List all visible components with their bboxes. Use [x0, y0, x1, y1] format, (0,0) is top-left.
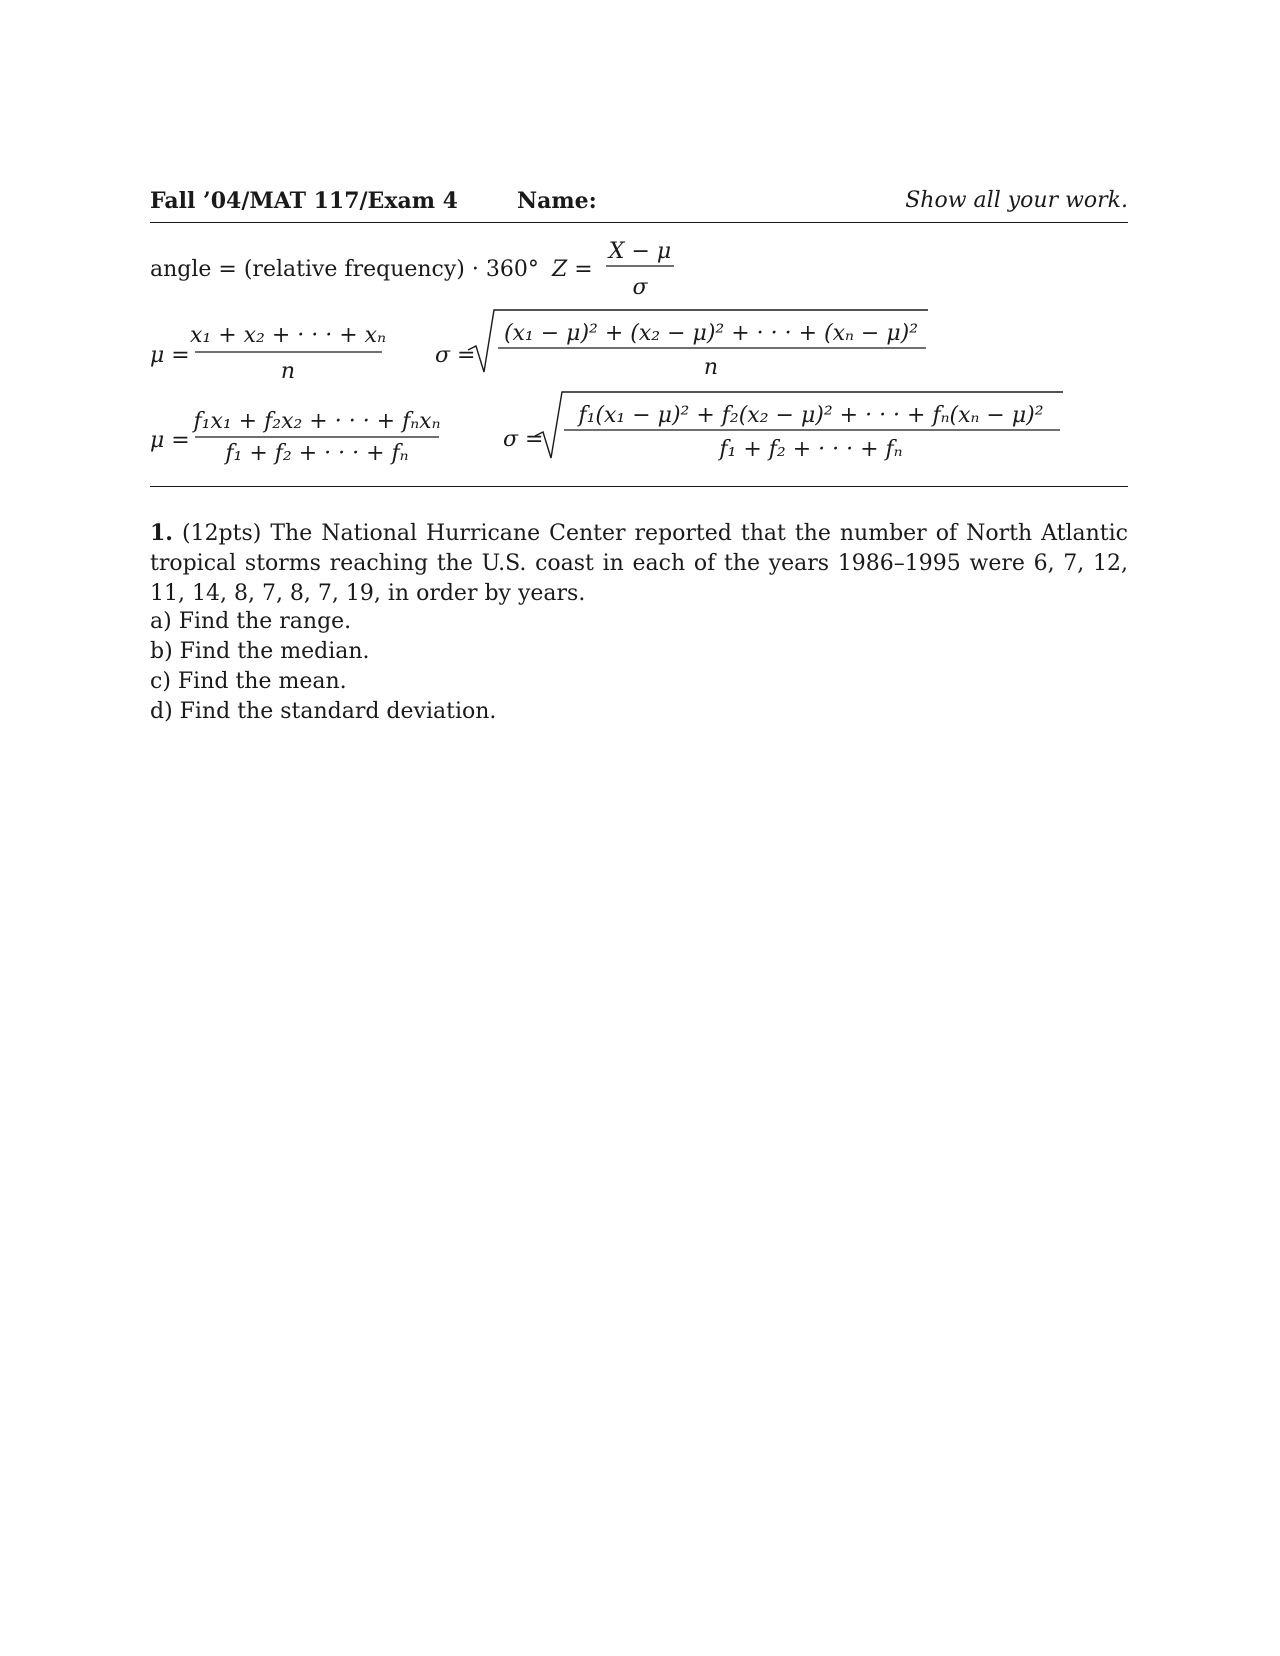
header-rule: [150, 222, 1128, 223]
instruction-text: Show all your work.: [905, 188, 1128, 213]
part-b: b) Find the median.: [150, 639, 370, 664]
z-numerator: X − μ: [608, 239, 672, 264]
problem-text: (12pts) The National Hurricane Center reported that the number of North Atlantic tropical storms reaching the U.S. coast in each of the years 1986–1995 were 6, 7, 12, 11, 14, 8, 7, 8, 7, 19, in order by years.: [150, 521, 1128, 606]
sd-lhs: σ =: [435, 343, 476, 368]
sd-denominator: n: [703, 355, 719, 380]
wsd-denominator: f₁ + f₂ + · · · + fₙ: [719, 437, 903, 462]
part-c: c) Find the mean.: [150, 669, 347, 694]
sd-numerator: (x₁ − μ)² + (x₂ − μ)² + · · · + (xₙ − μ)²: [503, 321, 919, 346]
course-title: Fall ’04/MAT 117/Exam 4: [150, 188, 458, 214]
part-a: a) Find the range.: [150, 609, 352, 634]
z-denominator: σ: [632, 275, 648, 300]
wmean-numerator: f₁x₁ + f₂x₂ + · · · + fₙxₙ: [193, 409, 441, 434]
problem-parts: [150, 607, 496, 727]
name-label: Name:: [517, 188, 597, 214]
formula-svg: [150, 240, 1128, 480]
mean-lhs: μ =: [150, 343, 190, 368]
part-d: d) Find the standard deviation.: [150, 699, 497, 724]
formula-rule: [150, 486, 1128, 487]
wsd-lhs: σ =: [503, 427, 544, 452]
angle-formula: angle = (relative frequency) · 360°: [150, 257, 539, 282]
wmean-lhs: μ =: [150, 428, 190, 453]
z-lhs: Z =: [552, 257, 593, 282]
problem-1: [150, 518, 1128, 609]
mean-numerator: x₁ + x₂ + · · · + xₙ: [189, 323, 387, 348]
wsd-numerator: f₁(x₁ − μ)² + f₂(x₂ − μ)² + · · · + fₙ(xₙ − μ)²: [578, 403, 1044, 428]
wmean-denominator: f₁ + f₂ + · · · + fₙ: [225, 441, 409, 466]
formula-sheet: [150, 240, 1128, 480]
problem-number: 1.: [150, 520, 173, 546]
mean-denominator: n: [280, 359, 296, 384]
